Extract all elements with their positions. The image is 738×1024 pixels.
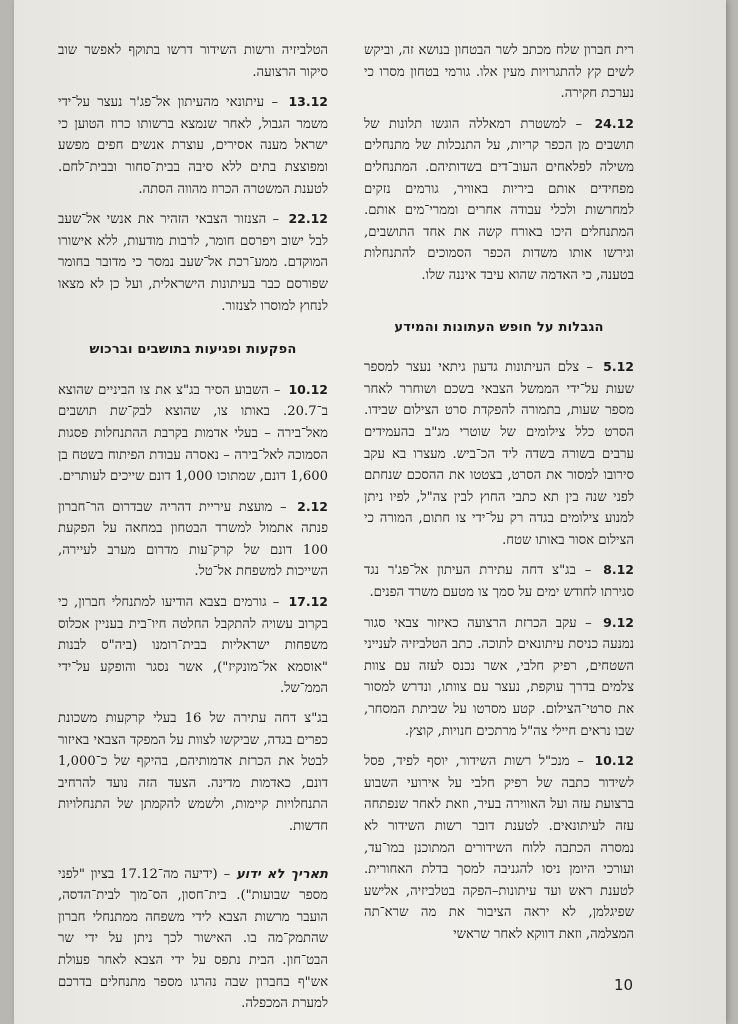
page-number: 10	[614, 976, 634, 994]
entry-date: 9.12	[603, 614, 634, 630]
left-intro-paragraph: הטלביזיה ורשות השידור דרשו בתוקף לאפשר שוב סיקור הרצועה.	[58, 43, 328, 80]
entry-text: – מנכ"ל רשות השידור, יוסף לפיד, פסל לשידור כתבה של רפיק חלבי על אירועי השבוע ברצועת עזה ועל האווירה בעיר, וזאת לאחר שנפתחה עזה לעיתונאים. לטענת דובר רשות השידור לא נמסרה הכתבה ללוח השידורים המתוכנן במו־עד, ועורכי היומן ניסו להגניבה למסך בדלת האחורית. לטענת ראש ועד עיתונות–הפקה בטלביזיה, אלישע שפיגלמן, לא יראה הציבור את מה שרא־תה המצלמה, וזאת דווקא לאחר שראשי	[364, 754, 634, 942]
entry-text: – השבוע הסיר בג"צ את צו הביניים שהוצא ב־20.7. באותו צו, שהוצא לבק־שת תושבים מאל־בירה – בעלי אדמות בקרבת ההתנחלות פסגות הסמוכה לאל־בירה – נאסרה עבודת הפיתוח בשטח בן 1,600 דונם, שמתוכו 1,000 דונם שייכים לעותרים.	[58, 382, 328, 485]
entry-8-12	[364, 559, 634, 603]
entry-date: 22.12	[288, 211, 328, 227]
entry-date: 17.12	[288, 594, 328, 610]
section-title-press-freedom: הגבלות על חופש העתונות והמידע	[394, 319, 604, 335]
entry-text: – הצנזור הצבאי הזהיר את אנשי אל־שעב לבל ישוב ויפרסם חומר, לרבות מודעות, ללא אישורו המוקדם. ממע־רכת אל־שעב נמסר כי מדובר בחומר שפורסם כבר בעיתונות הישראלית, ועל כן לא מצאו לנחוץ למוסרו לצנזור.	[58, 212, 328, 314]
entry-17-12	[58, 591, 328, 700]
entry-text: – גורמים בצבא הודיעו למתנחלי חברון, כי בקרוב עשויה להתקבל החלטה חיו־בית בעניין אכלוס משפחות ישראליות בבית־רומנו (ביה"ס לבנות "אוסמא אל־מונקיז"), אשר נסגר והופקע על־ידי הממ־של.	[58, 595, 328, 697]
entry-date: 13.12	[288, 94, 328, 110]
entry-undated	[58, 864, 328, 1015]
entry-date: 24.12	[594, 115, 634, 131]
entry-5-12	[364, 356, 634, 551]
entry-9-12	[364, 612, 634, 743]
right-intro-paragraph: רית חברון שלח מכתב לשר הבטחון בנושא זה, וביקש לשים קץ להתגרויות מעין אלו. גורמי בטחון מסרו כי נערכת חקירה.	[364, 43, 634, 102]
entry-text: – עיתונאי מהעיתון אל־פג'ר נעצר על־ידי משמר הגבול, לאחר שנמצא ברשותו כרוז הטוען כי ישראל מענה אסירים, עוצרת אנשים חפים מפשע ומפוצצת בתים ללא סיבה בבית־סחור ובבית־לחם. לטענת המשטרה הכרוז מהווה הסתה.	[58, 95, 328, 197]
entry-13-12	[58, 91, 328, 200]
entry-text: – מועצת עיריית דהריה שבדרום הר־חברון פנתה אתמול למשרד הבטחון במחאה על הפקעת 100 דונם של קרק־עות מדרום מערב לעיירה, השייכות למשפחת אל־טל.	[58, 499, 328, 580]
entry-22-12	[58, 208, 328, 317]
entry-text: – (ידיעה מה־17.12 בציון "לפני מספר שבועות"). בית־חסון, הס־מוך לבית־הדסה, הועבר מרשות הצבא לידי משפחה ממתנחלי חברון שהתמק־מה בו. האישור לכך ניתן על ידי שר הבט־חון. הבית נתפס על ידי הצבא לאחר פעולת אש"ף בחברון שבה נהרגו מספר מתנחלים בדרכם למערת המכפלה.	[58, 866, 328, 1012]
entry-text: – למשטרת רמאללה הוגשו תלונות של תושבים מן הכפר קריות, על התנכלות של מתנחלים משילה לפלאחים העוב־דים בשדותיהם. המתנחלים מפחידים אותם ביריות באוויר, גורמים נזקים למחרשות ולכלי עבודה אחרים וממרי־מים אותם. המתנחלים היכו באורח קשה את אחד התושבים, וגירשו אותו משדות הכפר הסמוכים להתנחלות בטענה, כי האדמה שהוא עיבד איננה שלו.	[364, 116, 634, 283]
entry-2-12	[58, 496, 328, 583]
right-column	[364, 40, 634, 954]
entry-date: 2.12	[297, 498, 328, 514]
entry-date: 5.12	[603, 359, 634, 375]
entry-text: – צלם העיתונות גדעון גיתאי נעצר למספר שעות על־ידי הממשל הצבאי בשכם ושוחרר לאחר מספר שעות, בתמורה להפקדת סרט הצילום שבידו. הסרט כלל צילומים של שוטרי מג"ב בהעמידים ערבים בשורה בשדה ליד הכ־ביש. מעצרו בא עקב סירובו למסור את הסרט, בצטטו את ההסכם שנחתם לפני שנה בין תא כתבי החוץ לבין צה"ל, לפיו ניתן למנוע צילומים בגדה רק על־ידי צו חתום, המורה כי הצילום אסור באותו שטח.	[364, 360, 634, 548]
undated-title: תאריך לא ידוע	[236, 866, 328, 882]
entry-10-12-press	[364, 750, 634, 945]
entry-date: 10.12	[594, 753, 634, 769]
document-page	[14, 0, 726, 1024]
entry-date: 8.12	[603, 562, 634, 578]
spacer	[58, 846, 328, 864]
section-title-expropriations: הפקעות ופגיעות בתושבים וברכוש	[89, 342, 297, 358]
bagatz-paragraph: בג"צ דחה עתירה של 16 בעלי קרקעות משכונת כפרים בגדה, שביקשו לצוות על המפקד הצבאי באיזור לבטל את הכרזת אדמותיהם, בהיקף של כ־1,000 דונם, כאדמות מדינה. הצעד הזה נועד להרחיב התנחלויות קיימות, ולשמש להקמתן של התנחלויות חדשות.	[58, 711, 328, 834]
left-column	[58, 40, 328, 1023]
entry-text: – עקב הכרזת הרצועה כאיזור צבאי סגור נמנעה כניסת עיתונאים לתוכה. כתב הטלביזיה לענייני השטחים, רפיק חלבי, אשר נכנס לעזה עם צוות צלמים בדרך עוקפת, נעצר עם צוותו, ונדרש למסור את סרטי־הצילום. קטע מסרטו על שביתת המסחר, שבו נראים חיילי צה"ל מרתכים חנויות, קוצץ.	[364, 615, 634, 739]
entry-24-12	[364, 113, 634, 287]
entry-10-12-land	[58, 379, 328, 488]
entry-text: – בג"צ דחה עתירת העיתון אל־פג'ר נגד סגירתו לחודש ימים על סמך צו מטעם משרד הפנים.	[364, 563, 634, 601]
entry-date: 10.12	[288, 381, 328, 397]
